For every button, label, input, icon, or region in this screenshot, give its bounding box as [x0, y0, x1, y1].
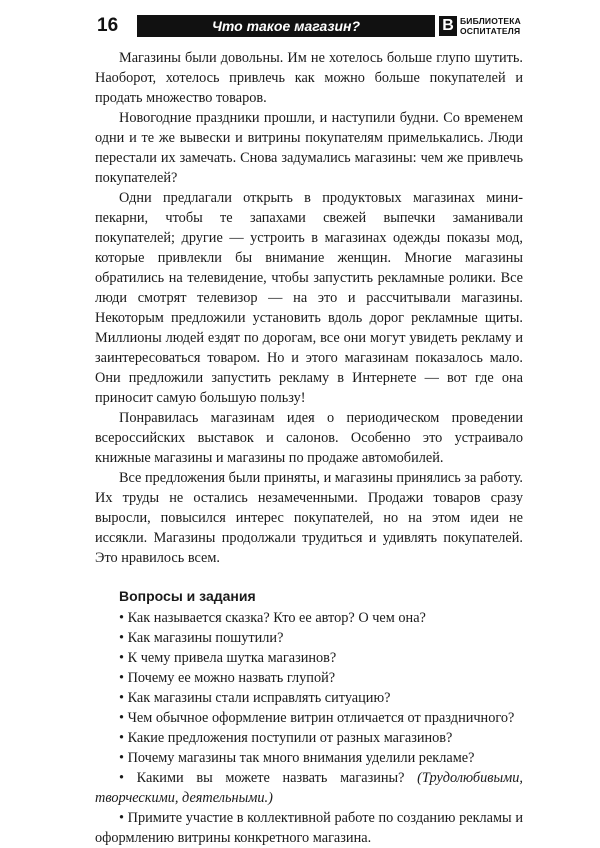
list-item — [95, 768, 523, 808]
list-item-text: • Какими вы можете назвать магазины? — [119, 770, 418, 786]
library-label-line1: БИБЛИОТЕКА — [460, 16, 521, 26]
list-item: • Почему магазины так много внимания уделили рекламе? — [119, 750, 475, 766]
questions-heading: Вопросы и задания — [119, 588, 256, 604]
running-title: Что такое магазин? — [137, 15, 435, 37]
paragraph: Новогодние праздники прошли, и наступили будни. Со временем одни и те же вывески и витрины покупателям примелькались. Люди перестали их замечать. Снова задумались магазины: чем же привлечь покупателей? — [95, 110, 523, 186]
list-item: • Какие предложения поступили от разных магазинов? — [119, 730, 453, 746]
list-item: • Чем обычное оформление витрин отличается от праздничного? — [119, 710, 515, 726]
page-body — [95, 48, 523, 848]
questions-list — [95, 608, 523, 848]
answer-hint: (Трудолюбивыми, творческими, деятельными.) — [95, 770, 523, 806]
list-item: • Как называется сказка? Кто ее автор? О чем она? — [119, 610, 426, 626]
list-item: • Как магазины пошутили? — [119, 630, 284, 646]
list-item: • К чему привела шутка магазинов? — [119, 650, 337, 666]
page-number: 16 — [97, 15, 119, 36]
library-logo — [439, 15, 521, 37]
paragraph: Все предложения были приняты, и магазины принялись за работу. Их труды не остались незамеченными. Продажи товаров сразу выросли, повысился интерес покупателей, но на этом идеи не иссякли. Магазины продолжали трудиться и удивлять покупателей. Это нравилось всем. — [95, 470, 523, 566]
paragraph: Магазины были довольны. Им не хотелось больше глупо шутить. Наоборот, хотелось привлечь как можно больше покупателей и продать множество товаров. — [95, 50, 523, 106]
page-header — [97, 15, 521, 37]
list-item: • Как магазины стали исправлять ситуацию? — [119, 690, 391, 706]
paragraph: Понравилась магазинам идея о периодическом проведении всероссийских выставок и салонов. Особенно это устраивало книжные магазины и магазины по продаже автомобилей. — [95, 410, 523, 466]
list-item: • Почему ее можно назвать глупой? — [119, 670, 336, 686]
library-label-line2: ОСПИТАТЕЛЯ — [460, 26, 521, 36]
list-item: • Примите участие в коллективной работе по созданию рекламы и оформлению витрины конкретного магазина. — [95, 810, 523, 846]
library-letter: В — [439, 16, 457, 36]
library-label — [460, 16, 521, 36]
paragraph: Одни предлагали открыть в продуктовых магазинах мини-пекарни, чтобы те запахами свежей выпечки заманивали покупателей; другие — устроить в магазинах одежды показы мод, которые привлекли бы внимание женщин. Многие магазины обратились на телевидение, чтобы запустить рекламные ролики. Все люди смотрят телевизор — на это и рассчитывали магазины. Некоторым предложили установить вдоль дорог рекламные щиты. Миллионы людей ездят по дорогам, все они могут увидеть рекламу и заинтересоваться товаром. Но и этого магазинам показалось мало. Они предложили запустить рекламу в Интернете — вот где она приносит самую большую пользу! — [95, 190, 523, 406]
